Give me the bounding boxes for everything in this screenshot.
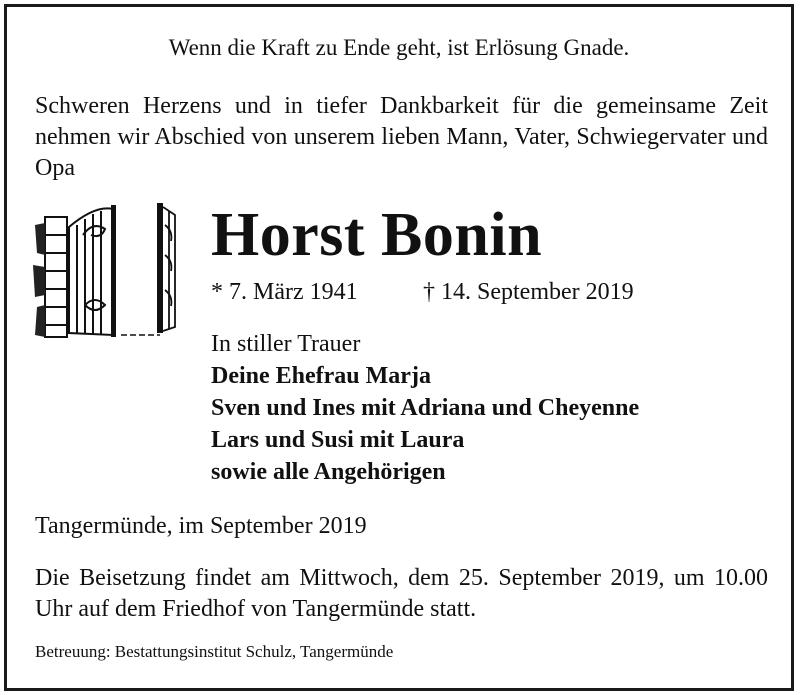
mourner-line: sowie alle Angehörigen xyxy=(211,459,446,485)
mourners-block xyxy=(211,328,639,488)
place-and-date: Tangermünde, im September 2019 xyxy=(35,513,367,539)
mourners-heading: In stiller Trauer xyxy=(211,331,361,357)
death-date: † 14. September 2019 xyxy=(423,279,634,305)
burial-info: Die Beisetzung findet am Mittwoch, dem 25. September 2019, um 10.00 Uhr auf dem Friedhof von Tangermünde statt. xyxy=(35,565,768,622)
funeral-home-credit: Betreuung: Bestattungsinstitut Schulz, Tangermünde xyxy=(35,642,394,661)
intro-text: Schweren Herzens und in tiefer Dankbarkeit für die gemeinsame Zeit nehmen wir Abschied von unserem lieben Mann, Vater, Schwiegervater und Opa xyxy=(35,93,768,181)
mourner-line: Deine Ehefrau Marja xyxy=(211,363,431,389)
motto: Wenn die Kraft zu Ende geht, ist Erlösung Gnade. xyxy=(168,35,630,60)
open-garden-gate-icon xyxy=(25,195,185,345)
mourner-line: Sven und Ines mit Adriana und Cheyenne xyxy=(211,395,640,421)
mourner-line: Lars und Susi mit Laura xyxy=(211,427,465,453)
life-dates xyxy=(211,277,634,307)
obituary-notice xyxy=(4,4,794,691)
deceased-name: Horst Bonin xyxy=(211,201,543,269)
birth-date: * 7. März 1941 xyxy=(211,279,358,305)
